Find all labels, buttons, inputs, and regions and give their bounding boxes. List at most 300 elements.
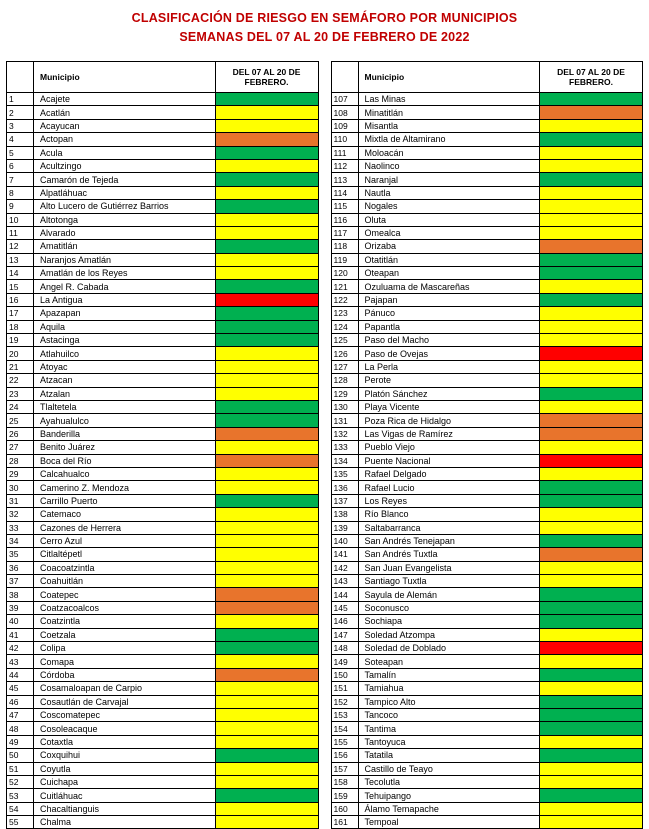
table-row [7,467,319,480]
row-number: 22 [7,374,34,387]
risk-color-cell [215,575,318,588]
risk-color-cell [215,253,318,266]
municipality-name: Cosamaloapan de Carpio [34,682,216,695]
row-number: 19 [7,334,34,347]
municipality-name: Comapa [34,655,216,668]
table-row [7,213,319,226]
row-number: 25 [7,414,34,427]
table-row [331,280,643,293]
municipality-name: Amatlán de los Reyes [34,267,216,280]
risk-color-cell [215,481,318,494]
risk-color-cell [540,775,643,788]
table-row [331,735,643,748]
risk-color-cell [215,708,318,721]
municipality-name: Paso de Ovejas [358,347,540,360]
municipality-name: Cosoleacaque [34,722,216,735]
row-number: 154 [331,722,358,735]
header-row [331,62,643,93]
municipality-name: Naranjos Amatlán [34,253,216,266]
risk-color-cell [215,387,318,400]
municipality-name: Cazones de Herrera [34,521,216,534]
row-number: 119 [331,253,358,266]
table-row [331,521,643,534]
table-row [331,200,643,213]
tables-container [0,47,649,829]
row-number: 114 [331,186,358,199]
risk-color-cell [215,588,318,601]
table-row [331,628,643,641]
municipality-name: Platón Sánchez [358,387,540,400]
row-number: 152 [331,695,358,708]
right-table-wrapper [331,61,644,829]
municipality-name: Oteapan [358,267,540,280]
table-row [7,320,319,333]
risk-color-cell [215,802,318,815]
municipality-name: Tamalín [358,668,540,681]
municipality-name: Chacaltianguis [34,802,216,815]
row-number: 23 [7,387,34,400]
table-row [331,253,643,266]
risk-color-cell [215,508,318,521]
municipality-name: Moloacán [358,146,540,159]
table-row [331,722,643,735]
table-row [331,588,643,601]
table-row [331,146,643,159]
municipality-name: San Andrés Tenejapan [358,534,540,547]
risk-color-cell [215,467,318,480]
row-number: 47 [7,708,34,721]
table-row [7,334,319,347]
row-number: 28 [7,454,34,467]
table-row [331,106,643,119]
table-row [331,508,643,521]
municipality-name: Mixtla de Altamirano [358,133,540,146]
municipality-name: Cuitláhuac [34,789,216,802]
row-number: 122 [331,293,358,306]
municipality-name: Perote [358,374,540,387]
risk-color-cell [215,534,318,547]
municipality-name: Coatzintla [34,615,216,628]
table-body-right [331,93,643,829]
table-row [7,561,319,574]
row-number: 55 [7,816,34,829]
row-number: 18 [7,320,34,333]
table-row [7,816,319,829]
municipality-name: Coacoatzintla [34,561,216,574]
row-number: 24 [7,400,34,413]
table-row [331,548,643,561]
table-row [331,561,643,574]
row-number: 147 [331,628,358,641]
row-number: 26 [7,427,34,440]
row-number: 127 [331,360,358,373]
risk-color-cell [540,133,643,146]
risk-color-cell [215,347,318,360]
risk-color-cell [540,789,643,802]
risk-color-cell [540,267,643,280]
municipality-name: Calcahualco [34,467,216,480]
row-number: 153 [331,708,358,721]
table-row [7,173,319,186]
row-number: 41 [7,628,34,641]
table-row [7,133,319,146]
risk-color-cell [540,186,643,199]
municipality-name: Las Vigas de Ramírez [358,427,540,440]
municipality-name: Nautla [358,186,540,199]
municipality-name: Santiago Tuxtla [358,575,540,588]
municipality-name: Papantla [358,320,540,333]
municipality-name: Alto Lucero de Gutiérrez Barrios [34,200,216,213]
table-row [7,802,319,815]
municipality-name: Aquila [34,320,216,333]
col-header-num [331,62,358,93]
table-row [331,467,643,480]
risk-color-cell [215,320,318,333]
risk-color-cell [215,200,318,213]
table-row [7,293,319,306]
municipality-name: Otatitlán [358,253,540,266]
row-number: 5 [7,146,34,159]
row-number: 130 [331,400,358,413]
table-row [7,481,319,494]
risk-color-cell [540,414,643,427]
table-row [7,588,319,601]
table-row [331,454,643,467]
municipality-name: La Antigua [34,293,216,306]
risk-color-cell [540,561,643,574]
row-number: 117 [331,226,358,239]
table-row [331,387,643,400]
risk-color-cell [540,695,643,708]
table-row [7,159,319,172]
row-number: 145 [331,601,358,614]
table-row [7,146,319,159]
table-row [7,307,319,320]
row-number: 107 [331,93,358,106]
row-number: 2 [7,106,34,119]
municipality-name: Naranjal [358,173,540,186]
table-row [331,320,643,333]
risk-color-cell [215,682,318,695]
risk-color-cell [215,374,318,387]
col-header-num [7,62,34,93]
table-row [7,441,319,454]
municipality-name: Cosautlán de Carvajal [34,695,216,708]
municipality-name: Coscomatepec [34,708,216,721]
municipality-name: Pánuco [358,307,540,320]
municipality-name: Sayula de Alemán [358,588,540,601]
title-line-1: CLASIFICACIÓN DE RIESGO EN SEMÁFORO POR MUNICIPIOS [131,11,518,25]
risk-color-cell [540,213,643,226]
table-row [7,668,319,681]
table-row [331,534,643,547]
municipality-name: Catemaco [34,508,216,521]
table-row [331,695,643,708]
row-number: 156 [331,749,358,762]
municipality-name: Altotonga [34,213,216,226]
risk-color-cell [540,347,643,360]
risk-color-cell [215,749,318,762]
table-row [331,427,643,440]
municipality-name: Castillo de Teayo [358,762,540,775]
row-number: 30 [7,481,34,494]
row-number: 4 [7,133,34,146]
table-row [7,642,319,655]
risk-color-cell [215,615,318,628]
table-row [7,454,319,467]
municipality-name: Cuichapa [34,775,216,788]
row-number: 10 [7,213,34,226]
risk-color-cell [540,293,643,306]
header-row [7,62,319,93]
municipality-name: Nogales [358,200,540,213]
row-number: 128 [331,374,358,387]
row-number: 123 [331,307,358,320]
municipality-name: Tancoco [358,708,540,721]
table-row [331,347,643,360]
risk-color-cell [215,414,318,427]
risk-color-cell [215,159,318,172]
municipality-name: Atzalan [34,387,216,400]
risk-color-cell [540,360,643,373]
risk-color-cell [540,521,643,534]
municipality-name: Córdoba [34,668,216,681]
municipality-name: Coetzala [34,628,216,641]
row-number: 52 [7,775,34,788]
table-row [7,762,319,775]
row-number: 43 [7,655,34,668]
row-number: 120 [331,267,358,280]
row-number: 27 [7,441,34,454]
row-number: 126 [331,347,358,360]
table-row [331,494,643,507]
municipality-name: Playa Vicente [358,400,540,413]
table-row [7,427,319,440]
table-head-right [331,62,643,93]
municipality-name: Atoyac [34,360,216,373]
table-row [7,682,319,695]
table-row [7,722,319,735]
table-row [7,400,319,413]
municipality-name: Acajete [34,93,216,106]
row-number: 138 [331,508,358,521]
municipality-name: Tamiahua [358,682,540,695]
row-number: 118 [331,240,358,253]
risk-color-cell [540,400,643,413]
risk-color-cell [215,240,318,253]
risk-color-cell [215,119,318,132]
risk-color-cell [215,334,318,347]
table-row [331,133,643,146]
table-row [7,601,319,614]
table-row [7,374,319,387]
risk-color-cell [215,280,318,293]
municipality-name: Acula [34,146,216,159]
row-number: 49 [7,735,34,748]
row-number: 135 [331,467,358,480]
municipality-name: Orizaba [358,240,540,253]
table-row [331,173,643,186]
risk-color-cell [540,508,643,521]
risk-color-cell [540,93,643,106]
risk-color-cell [215,360,318,373]
municipality-name: Paso del Macho [358,334,540,347]
table-row [331,481,643,494]
municipality-name: Las Minas [358,93,540,106]
risk-color-cell [540,106,643,119]
col-header-periodo: DEL 07 AL 20 DE FEBRERO. [215,62,318,93]
risk-color-cell [540,601,643,614]
municipality-name: Ayahualulco [34,414,216,427]
row-number: 39 [7,601,34,614]
row-number: 9 [7,200,34,213]
table-body-left [7,93,319,829]
municipality-name: Soledad Atzompa [358,628,540,641]
municipality-name: Minatitlán [358,106,540,119]
municipality-name: Actopan [34,133,216,146]
row-number: 144 [331,588,358,601]
risk-color-cell [215,454,318,467]
table-row [331,334,643,347]
risk-color-cell [215,226,318,239]
municipality-name: Atzacan [34,374,216,387]
col-header-municipio: Municipio [358,62,540,93]
municipality-name: Cerro Azul [34,534,216,547]
table-row [331,708,643,721]
table-row [331,267,643,280]
risk-color-cell [540,240,643,253]
risk-color-cell [215,93,318,106]
table-row [331,293,643,306]
risk-color-cell [540,441,643,454]
row-number: 50 [7,749,34,762]
table-row [7,708,319,721]
municipality-name: San Andrés Tuxtla [358,548,540,561]
municipality-name: Cotaxtla [34,735,216,748]
municipality-name: Ozuluama de Mascareñas [358,280,540,293]
row-number: 125 [331,334,358,347]
risk-color-cell [215,173,318,186]
municipality-name: Amatitlán [34,240,216,253]
municipality-name: Banderilla [34,427,216,440]
risk-color-cell [540,668,643,681]
risk-color-cell [540,642,643,655]
row-number: 134 [331,454,358,467]
municipality-name: Soteapan [358,655,540,668]
table-row [7,534,319,547]
table-row [7,615,319,628]
municipality-name: Tecolutla [358,775,540,788]
risk-color-cell [540,762,643,775]
municipality-name: Tantima [358,722,540,735]
municipality-name: Puente Nacional [358,454,540,467]
table-row [331,816,643,829]
risk-color-cell [215,816,318,829]
row-number: 12 [7,240,34,253]
risk-color-cell [540,628,643,641]
table-row [331,575,643,588]
risk-color-cell [215,427,318,440]
row-number: 158 [331,775,358,788]
risk-color-cell [540,226,643,239]
table-row [331,642,643,655]
table-row [7,387,319,400]
risk-color-cell [215,293,318,306]
row-number: 51 [7,762,34,775]
table-row [7,93,319,106]
table-row [331,668,643,681]
table-row [7,226,319,239]
risk-color-cell [215,133,318,146]
risk-color-cell [215,441,318,454]
col-header-municipio: Municipio [34,62,216,93]
table-row [7,106,319,119]
row-number: 33 [7,521,34,534]
risk-table-left [6,61,319,829]
row-number: 161 [331,816,358,829]
row-number: 109 [331,119,358,132]
table-row [331,360,643,373]
municipality-name: Tatatila [358,749,540,762]
row-number: 160 [331,802,358,815]
municipality-name: Coahuitlán [34,575,216,588]
row-number: 31 [7,494,34,507]
municipality-name: Boca del Río [34,454,216,467]
risk-color-cell [540,749,643,762]
risk-color-cell [540,655,643,668]
table-row [7,347,319,360]
risk-color-cell [215,146,318,159]
risk-color-cell [540,588,643,601]
table-row [331,655,643,668]
row-number: 14 [7,267,34,280]
table-row [7,789,319,802]
municipality-name: Angel R. Cabada [34,280,216,293]
row-number: 7 [7,173,34,186]
row-number: 112 [331,159,358,172]
row-number: 38 [7,588,34,601]
row-number: 131 [331,414,358,427]
table-row [7,628,319,641]
table-row [331,240,643,253]
municipality-name: Tempoal [358,816,540,829]
table-row [331,802,643,815]
table-row [7,253,319,266]
table-row [7,200,319,213]
municipality-name: Benito Juárez [34,441,216,454]
row-number: 17 [7,307,34,320]
row-number: 54 [7,802,34,815]
row-number: 21 [7,360,34,373]
municipality-name: La Perla [358,360,540,373]
row-number: 155 [331,735,358,748]
row-number: 111 [331,146,358,159]
risk-color-cell [540,387,643,400]
risk-color-cell [540,374,643,387]
risk-color-cell [215,628,318,641]
municipality-name: Alvarado [34,226,216,239]
municipality-name: Pueblo Viejo [358,441,540,454]
municipality-name: Álamo Temapache [358,802,540,815]
risk-color-cell [215,655,318,668]
table-row [331,374,643,387]
table-row [7,414,319,427]
municipality-name: Oluta [358,213,540,226]
table-row [7,655,319,668]
table-row [7,240,319,253]
municipality-name: Rafael Delgado [358,467,540,480]
municipality-name: Camerino Z. Mendoza [34,481,216,494]
